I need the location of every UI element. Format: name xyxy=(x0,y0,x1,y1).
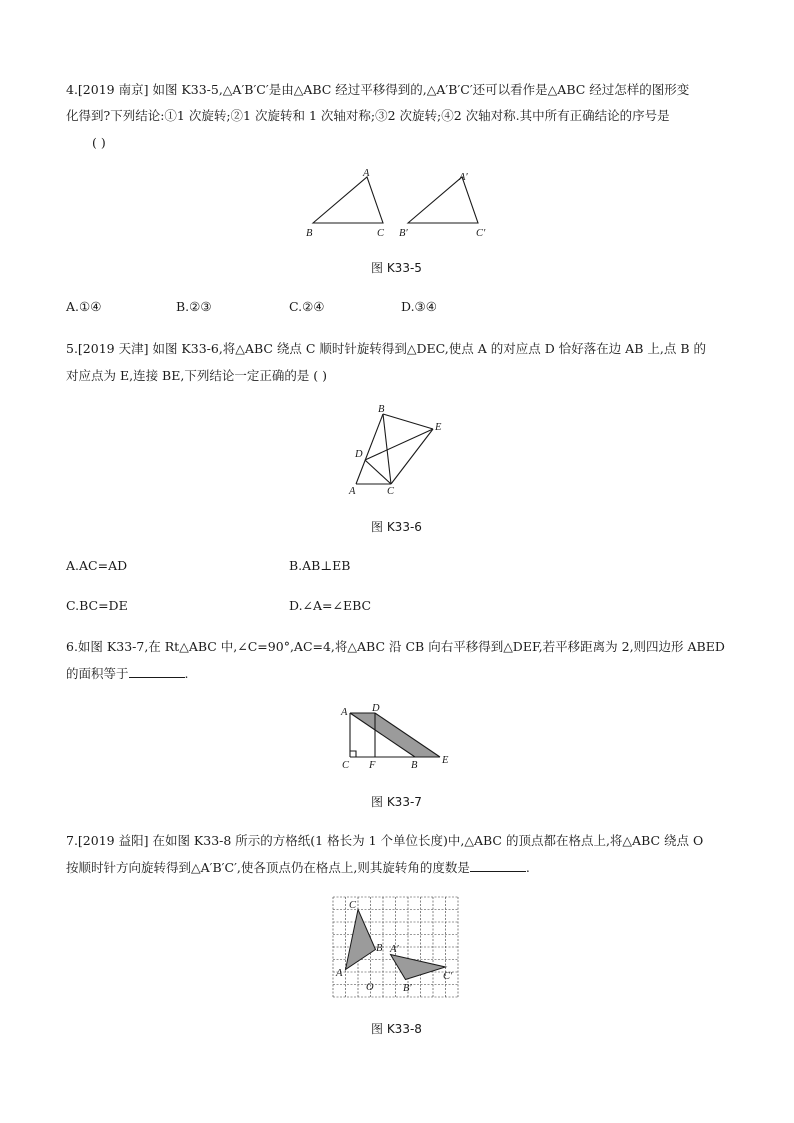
figure-k33-5 xyxy=(305,170,505,240)
figure-k33-8 xyxy=(333,897,459,997)
label-b-prime: B′ xyxy=(403,983,412,994)
shaded-parallelogram xyxy=(350,713,440,757)
label-d: D xyxy=(355,449,363,460)
label-e: E xyxy=(442,755,449,766)
q5-stem-line2: 对应点为 E,连接 BE,下列结论一定正确的是 ( ) xyxy=(66,368,328,383)
q4-answer-bracket: ( ) xyxy=(92,135,106,150)
q4-option-b: B.②③ xyxy=(176,299,212,314)
q5-option-a: A.AC=AD xyxy=(66,558,128,573)
label-b: B xyxy=(378,404,385,415)
label-o: O xyxy=(366,982,374,993)
q6-answer-blank xyxy=(129,666,185,678)
label-f: F xyxy=(369,760,376,771)
q7-stem-end: . xyxy=(525,860,530,875)
q5-stem-line1: 5.[2019 天津] 如图 K33-6,将△ABC 绕点 C 顺时针旋转得到△DEC,使点 A 的对应点 D 恰好落在边 AB 上,点 B 的 xyxy=(66,341,706,356)
q6-stem-line1: 6.如图 K33-7,在 Rt△ABC 中,∠C=90°,AC=4,将△ABC 沿 CB 向右平移得到△DEF,若平移距离为 2,则四边形 ABED xyxy=(66,639,725,654)
q7-stem-line1: 7.[2019 益阳] 在如图 K33-8 所示的方格纸(1 格长为 1 个单位长度)中,△ABC 的顶点都在格点上,将△ABC 绕点 O xyxy=(66,833,704,848)
triangle-abc-shaded xyxy=(346,910,376,970)
figure-k33-7 xyxy=(338,703,468,773)
label-b: B xyxy=(306,228,313,239)
caption-k33-8: 图 K33-8 xyxy=(371,1022,422,1036)
triangle-a1b1c1 xyxy=(408,177,478,223)
caption-k33-6: 图 K33-6 xyxy=(371,520,422,534)
q6-stem-text: 的面积等于 xyxy=(66,666,129,681)
q7-stem-line2 xyxy=(66,860,530,876)
label-c-prime: C′ xyxy=(476,228,486,239)
triangle-a1b1c1-shaded xyxy=(391,955,446,980)
q5-option-b: B.AB⊥EB xyxy=(289,558,351,573)
label-a-prime: A′ xyxy=(390,944,399,955)
label-a: A xyxy=(341,707,348,718)
q6-stem-line2 xyxy=(66,666,189,682)
label-a: A xyxy=(336,968,343,979)
label-a: A xyxy=(349,486,356,497)
figure-k33-6 xyxy=(345,400,455,500)
label-a-prime: A′ xyxy=(459,172,468,183)
label-d: D xyxy=(372,703,380,714)
q4-option-c: C.②④ xyxy=(289,299,325,314)
label-e: E xyxy=(435,422,442,433)
q4-option-d: D.③④ xyxy=(401,299,437,314)
label-b: B xyxy=(376,943,383,954)
q7-stem-text: 按顺时针方向旋转得到△A′B′C′,使各顶点仍在格点上,则其旋转角的度数是 xyxy=(66,860,470,875)
q6-stem-end: . xyxy=(184,666,189,681)
caption-k33-5: 图 K33-5 xyxy=(371,261,422,275)
caption-k33-7: 图 K33-7 xyxy=(371,795,422,809)
label-c: C xyxy=(377,228,385,239)
label-a: A xyxy=(363,168,370,179)
label-c: C xyxy=(342,760,350,771)
q4-stem-line1: 4.[2019 南京] 如图 K33-5,△A′B′C′是由△ABC 经过平移得到的,△A′B′C′还可以看作是△ABC 经过怎样的图形变 xyxy=(66,82,690,97)
label-b: B xyxy=(411,760,418,771)
q5-option-c: C.BC=DE xyxy=(66,598,128,613)
label-c: C xyxy=(349,900,357,911)
triangle-abc xyxy=(313,177,383,223)
q4-option-a: A.①④ xyxy=(66,299,102,314)
label-b-prime: B′ xyxy=(399,228,408,239)
q4-stem-line2: 化得到?下列结论:①1 次旋转;②1 次旋转和 1 次轴对称;③2 次旋转;④2 次轴对称.其中所有正确结论的序号是 xyxy=(66,108,670,123)
q7-answer-blank xyxy=(470,860,526,872)
q5-option-d: D.∠A=∠EBC xyxy=(289,598,372,613)
label-c: C xyxy=(387,486,395,497)
label-c-prime: C′ xyxy=(443,971,453,982)
